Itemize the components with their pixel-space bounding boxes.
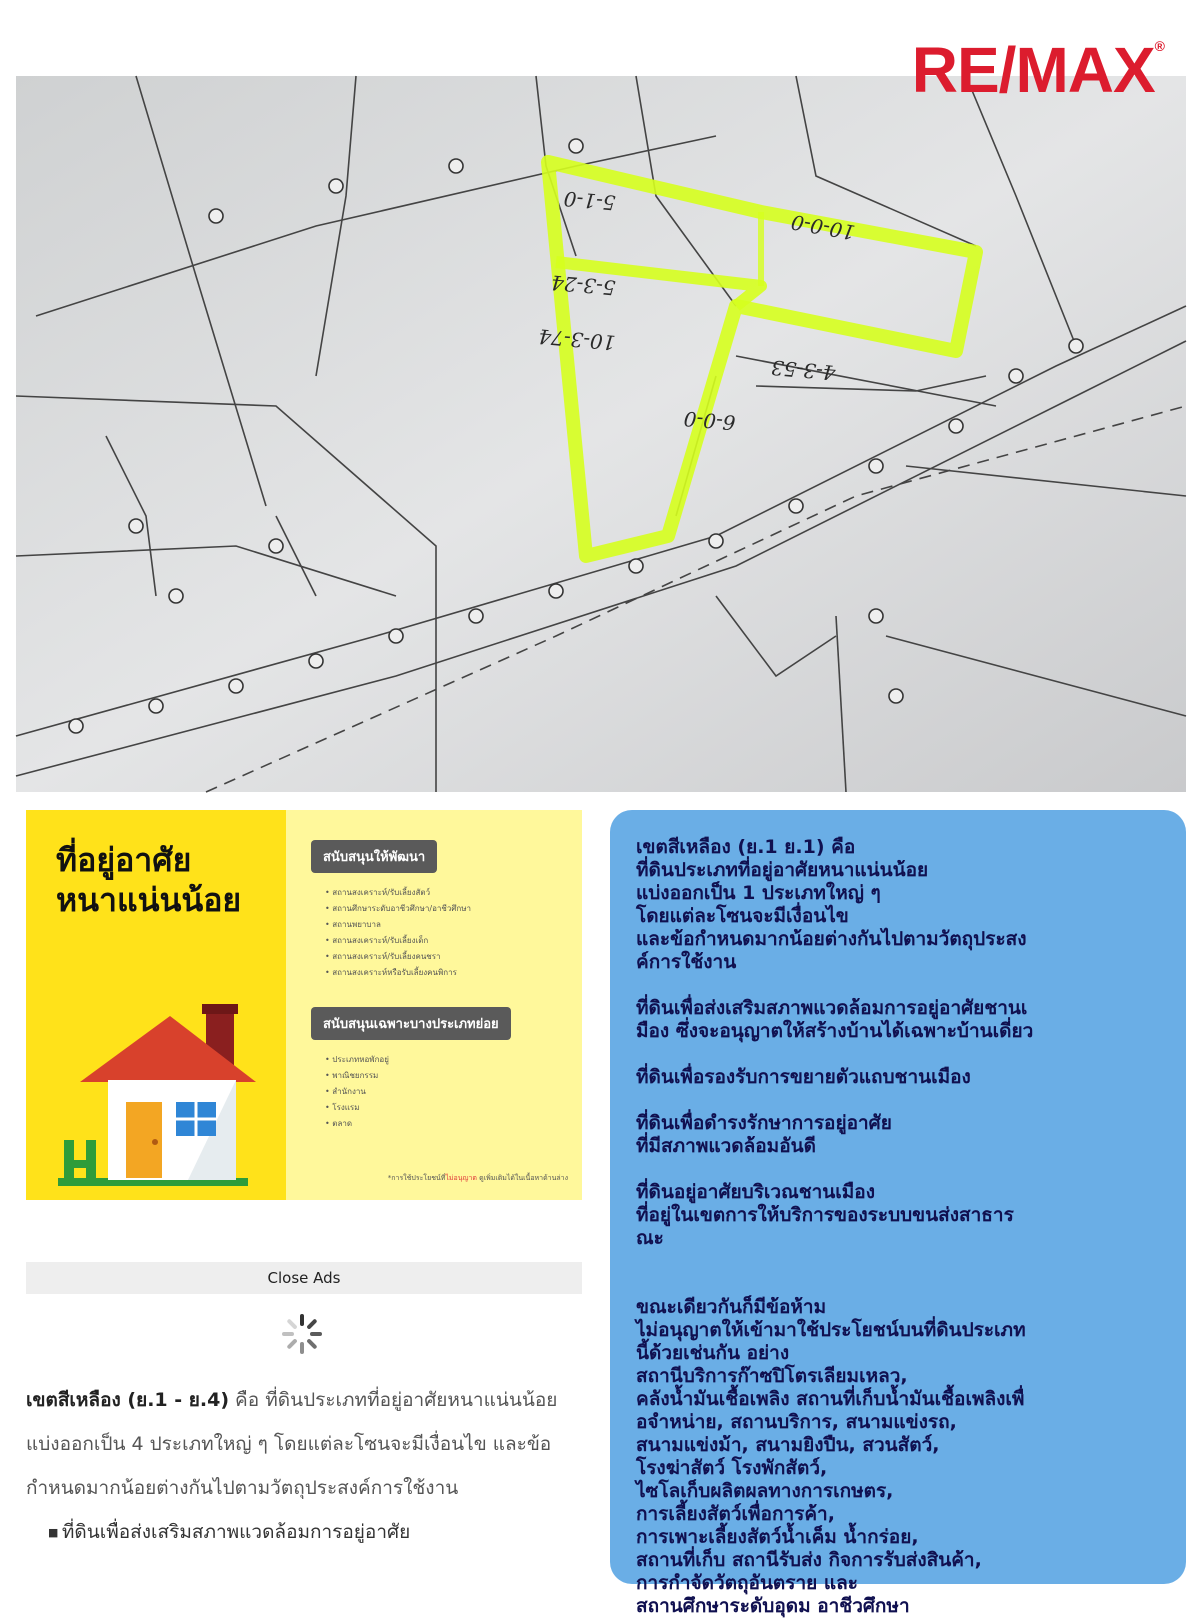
- survey-marker: [789, 499, 803, 513]
- cadastral-map-photo: [16, 76, 1186, 792]
- list-item: ■ ที่ดินเพื่อส่งเสริมสภาพแวดล้อมการอยู่อาศัย: [48, 1510, 582, 1555]
- close-ads-button[interactable]: Close Ads: [26, 1262, 582, 1294]
- survey-marker: [389, 629, 403, 643]
- survey-marker: [149, 699, 163, 713]
- survey-marker: [1069, 339, 1083, 353]
- survey-marker: [129, 519, 143, 533]
- article-bullet-list: [48, 1510, 582, 1555]
- infographic-title: [56, 840, 286, 920]
- summary-paragraph: เขตสีเหลือง (ย.1 ย.1) คือ ที่ดินประเภทที่อยู่อาศัยหนาแน่นน้อย แบ่งออกเป็น 1 ประเภทใหญ่ ๆ โดยแต่ละโซนจะมีเงื่อนไข และข้อกำหนดมากน้อยต่างกันไปตามวัตถุประสง ค์การใช้งาน: [636, 836, 1027, 973]
- survey-marker: [169, 589, 183, 603]
- infographic-title-line2: หนาแน่นน้อย: [56, 881, 242, 919]
- article-lead: เขตสีเหลือง (ย.1 - ย.4): [26, 1389, 230, 1411]
- survey-marker: [889, 689, 903, 703]
- remax-logo-text: RE/MAX: [911, 34, 1155, 106]
- article-paragraph: [26, 1378, 582, 1510]
- survey-marker: [949, 419, 963, 433]
- survey-marker: [269, 539, 283, 553]
- supported-tag: สนับสนุนให้พัฒนา: [311, 840, 437, 873]
- summary-paragraph: ที่ดินเพื่อรองรับการขยายตัวแถบชานเมือง: [636, 1066, 971, 1088]
- list-item: • โรงแรม: [325, 1100, 571, 1116]
- parcel-label: 10-3-74: [537, 324, 617, 355]
- parcel-label: 5-1-0: [562, 186, 617, 215]
- supported-list: [325, 885, 571, 981]
- footnote-highlight: ไม่อนุญาต: [445, 1174, 477, 1182]
- list-item: • สถานสงเคราะห์หรือรับเลี้ยงคนพิการ: [325, 965, 571, 981]
- footnote-prefix: *การใช้ประโยชน์ที่: [387, 1174, 446, 1182]
- summary-paragraph: ที่ดินเพื่อส่งเสริมสภาพแวดล้อมการอยู่อาศัยชานเ มือง ซึ่งจะอนุญาตให้สร้างบ้านได้เฉพาะบ้านเดี่ยว: [636, 997, 1034, 1042]
- cadastral-map: [16, 76, 1186, 792]
- parcel-label: 10-0-0: [789, 209, 857, 245]
- list-item: • สถานพยาบาล: [325, 917, 571, 933]
- article-text: คือ ที่ดินประเภทที่อยู่อาศัยหนาแน่นน้อย แบ่งออกเป็น 4 ประเภทใหญ่ ๆ โดยแต่ละโซนจะมีเงื่อนไข และข้อกำหนดมากน้อยต่างกันไปตามวัตถุประสงค์การใช้งาน: [26, 1389, 558, 1499]
- partially-supported-tag: สนับสนุนเฉพาะบางประเภทย่อย: [311, 1007, 511, 1040]
- list-item: • สถานศึกษาระดับอาชีวศึกษา/อาชีวศึกษา: [325, 901, 571, 917]
- list-item: • สำนักงาน: [325, 1084, 571, 1100]
- infographic-left-panel: [26, 810, 286, 1200]
- footnote-suffix: ดูเพิ่มเติมได้ในเนื้อหาด้านล่าง: [476, 1174, 568, 1182]
- registered-mark: ®: [1154, 38, 1164, 54]
- survey-marker: [329, 179, 343, 193]
- survey-marker: [449, 159, 463, 173]
- zoning-summary-card: [610, 810, 1186, 1617]
- house-icon: [58, 990, 268, 1190]
- remax-logo: [864, 36, 1164, 104]
- survey-marker: [1009, 369, 1023, 383]
- survey-marker: [869, 609, 883, 623]
- list-item: • สถานสงเคราะห์/รับเลี้ยงเด็ก: [325, 933, 571, 949]
- survey-marker: [549, 584, 563, 598]
- summary-paragraph: ที่ดินอยู่อาศัยบริเวณชานเมือง ที่อยู่ในเขตการให้บริการของระบบขนส่งสาธาร ณะ: [636, 1181, 1014, 1249]
- parcel-label: 5-3-24: [550, 270, 617, 300]
- survey-marker: [229, 679, 243, 693]
- list-item: • ประเภทหอพักอยู่: [325, 1052, 571, 1068]
- list-item: • สถานสงเคราะห์/รับเลี้ยงคนชรา: [325, 949, 571, 965]
- summary-paragraph: ที่ดินเพื่อดำรงรักษาการอยู่อาศัย ที่มีสภาพแวดล้อมอันดี: [636, 1112, 892, 1157]
- zoning-infographic: [26, 810, 582, 1200]
- survey-marker: [309, 654, 323, 668]
- list-item: • พาณิชยกรรม: [325, 1068, 571, 1084]
- partially-supported-list: [325, 1052, 571, 1132]
- survey-marker: [629, 559, 643, 573]
- parcel-label: 4-3-53: [770, 355, 837, 385]
- infographic-footnote: [388, 1173, 568, 1184]
- survey-marker: [469, 609, 483, 623]
- parcel-label: 6-0-0: [682, 406, 737, 435]
- list-item: • สถานสงเคราะห์/รับเลี้ยงสัตว์: [325, 885, 571, 901]
- list-item: • ตลาด: [325, 1116, 571, 1132]
- survey-marker: [869, 459, 883, 473]
- survey-marker: [209, 209, 223, 223]
- survey-marker: [569, 139, 583, 153]
- article-body: [26, 1378, 582, 1555]
- survey-marker: [709, 534, 723, 548]
- infographic-title-line1: ที่อยู่อาศัย: [56, 841, 192, 879]
- survey-marker: [69, 719, 83, 733]
- summary-restrictions: ขณะเดียวกันก็มีข้อห้าม ไม่อนุญาตให้เข้ามาใช้ประโยชน์บนที่ดินประเภท นี้ด้วยเช่นกัน อย่าง สถานีบริการก๊าซปิโตรเลียมเหลว, คลังน้ำมันเชื้อเพลิง สถานที่เก็บน้ำมันเชื้อเพลิงเพื่ อจำหน่าย, สถานบริการ, สนามแข่งรถ, สนามแข่งม้า, สนามยิงปืน, สวนสัตว์, โรงฆ่าสัตว์ โรงพักสัตว์, ไซโลเก็บผลิตผลทางการเกษตร, การเลี้ยงสัตว์เพื่อการค้า, การเพาะเลี้ยงสัตว์น้ำเค็ม น้ำกร่อย, สถานที่เก็บ สถานีรับส่ง กิจการรับส่งสินค้า, การกำจัดวัตถุอันตราย และ สถานศึกษาระดับอุดม อาชีวศึกษา: [636, 1296, 1026, 1617]
- loading-spinner-icon: [280, 1312, 324, 1356]
- infographic-right-panel: [311, 840, 571, 1132]
